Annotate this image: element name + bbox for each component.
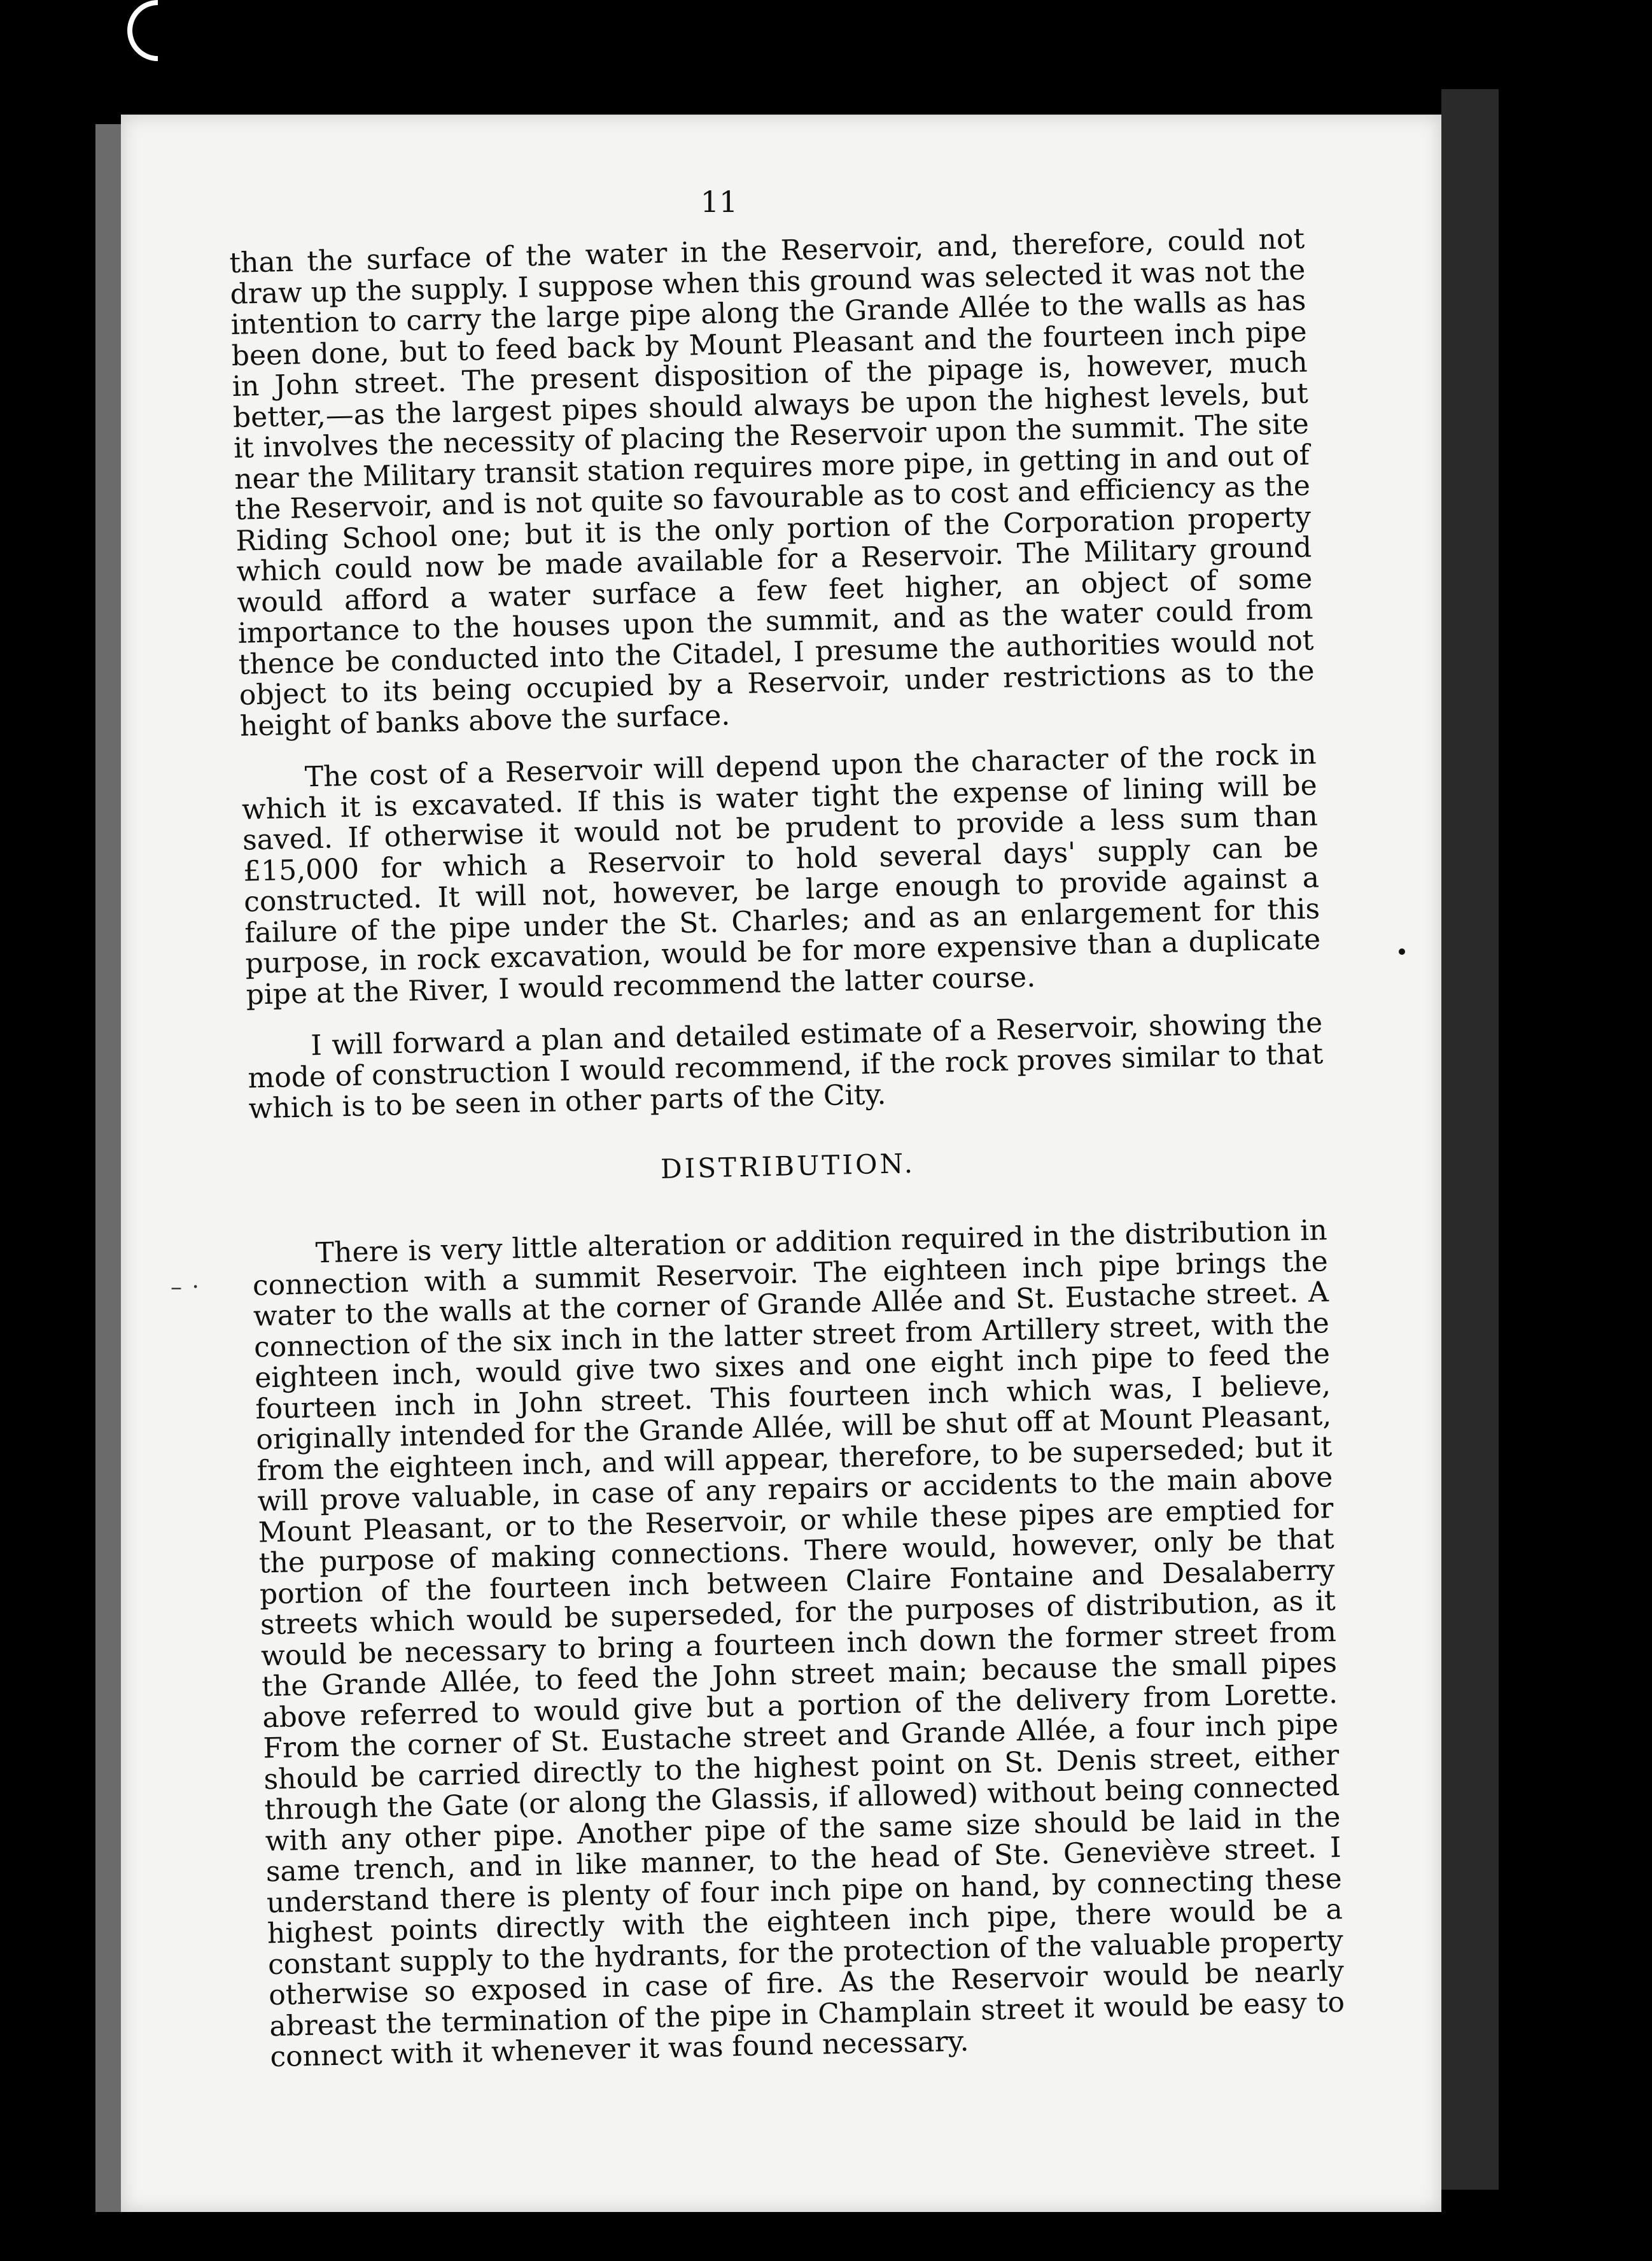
paragraph-reservoir-plan: I will forward a plan and detailed estimate of a Reservoir, showing the mode of construction I would recommend, if the rock proves similar to that which is to be seen in other parts of the City. bbox=[248, 1006, 1324, 1125]
page-shadow bbox=[1441, 89, 1499, 2190]
page-number: 11 bbox=[700, 185, 738, 219]
section-heading: DISTRIBUTION. bbox=[660, 1147, 916, 1185]
corner-scan-mark bbox=[115, 0, 201, 74]
paragraph-reservoir-cost: The cost of a Reservoir will depend upon the character of the rock in which it is excavated. If this is water tight the expense of lining will be saved. If otherwise it would not be prudent to provide a less sum than £15,000 for which a Reservoir to hold several days' supply can be constructed. It will not, however, be large enough to provide against a failure of the pipe under the St. Charles; and as an enlargement for this purpose, in rock excavation, would be for more expensive than a duplicate pipe at the River, I would recommend the latter course. bbox=[241, 738, 1321, 1011]
ink-dot bbox=[1399, 948, 1405, 955]
paragraph-distribution: There is very little alteration or addition required in the distribution in connection with a summit Reservoir. The eighteen inch pipe brings the water to the walls at the corner of Grande Allée and St. Eustache street. A connection of the six inch in the latter street from Artillery street, with the eighteen inch, would give two sixes and one eight inch pipe to feed the fourteen inch in John street. This fourteen inch which was, I believe, originally intended for the Grande Allée, will be shut off at Mount Pleasant, from the eighteen inch, and will appear, therefore, to be superseded; but it will prove valuable, in case of any repairs or accidents to the main above Mount Pleasant, or to the Reservoir, or while these pipes are emptied for the purpose of making connections. There would, however, only be that portion of the fourteen inch between Claire Fontaine and Desalaberry streets which would be superseded, for the purposes of distribution, as it would be necessary to bring a fourteen inch down the former street from the Grande Allée, to feed the John street main; because the small pipes above referred to would give but a portion of the delivery from Lorette. From the corner of St. Eustache street and Grande Allée, a four inch pipe should be carried directly to the highest point on St. Denis street, either through the Gate (or along the Glassis, if allowed) without being connected with any other pipe. Another pipe of the same size should be laid in the same trench, and in like manner, to the head of Ste. Geneviève street. I understand there is plenty of four inch pipe on hand, by connecting these highest points directly with the eighteen inch pipe, there would be a constant supply to the hydrants, for the protection of the valuable property otherwise so exposed in case of fire. As the Reservoir would be nearly abreast the termination of the pipe in Champlain street it would be easy to connect with it whenever it was found necessary. bbox=[252, 1214, 1345, 2074]
body-text bbox=[229, 224, 1346, 2095]
margin-mark: – · bbox=[171, 1274, 200, 1300]
paragraph-continued: than the surface of the water in the Reservoir, and, therefore, could not draw up the supply. I suppose when this ground was selected it was not the intention to carry the large pipe along the Grande Allée to the walls as has been done, but to feed back by Mount Pleasant and the fourteen inch pipe in John street. The present disposition of the pipage is, however, much better,—as the largest pipes should always be upon the highest levels, but it involves the necessity of placing the Reservoir upon the summit. The site near the Military transit station requires more pipe, in getting in and out of the Reservoir, and is not quite so favourable as to cost and efficiency as the Riding School one; but it is the only portion of the Corporation property which could now be made available for a Reservoir. The Military ground would afford a water surface a few feet higher, an object of some importance to the houses upon the summit, and as the water could from thence be conducted into the Citadel, I presume the authorities would not object to its being occupied by a Reservoir, under restrictions as to the height of banks above the surface. bbox=[228, 222, 1315, 743]
